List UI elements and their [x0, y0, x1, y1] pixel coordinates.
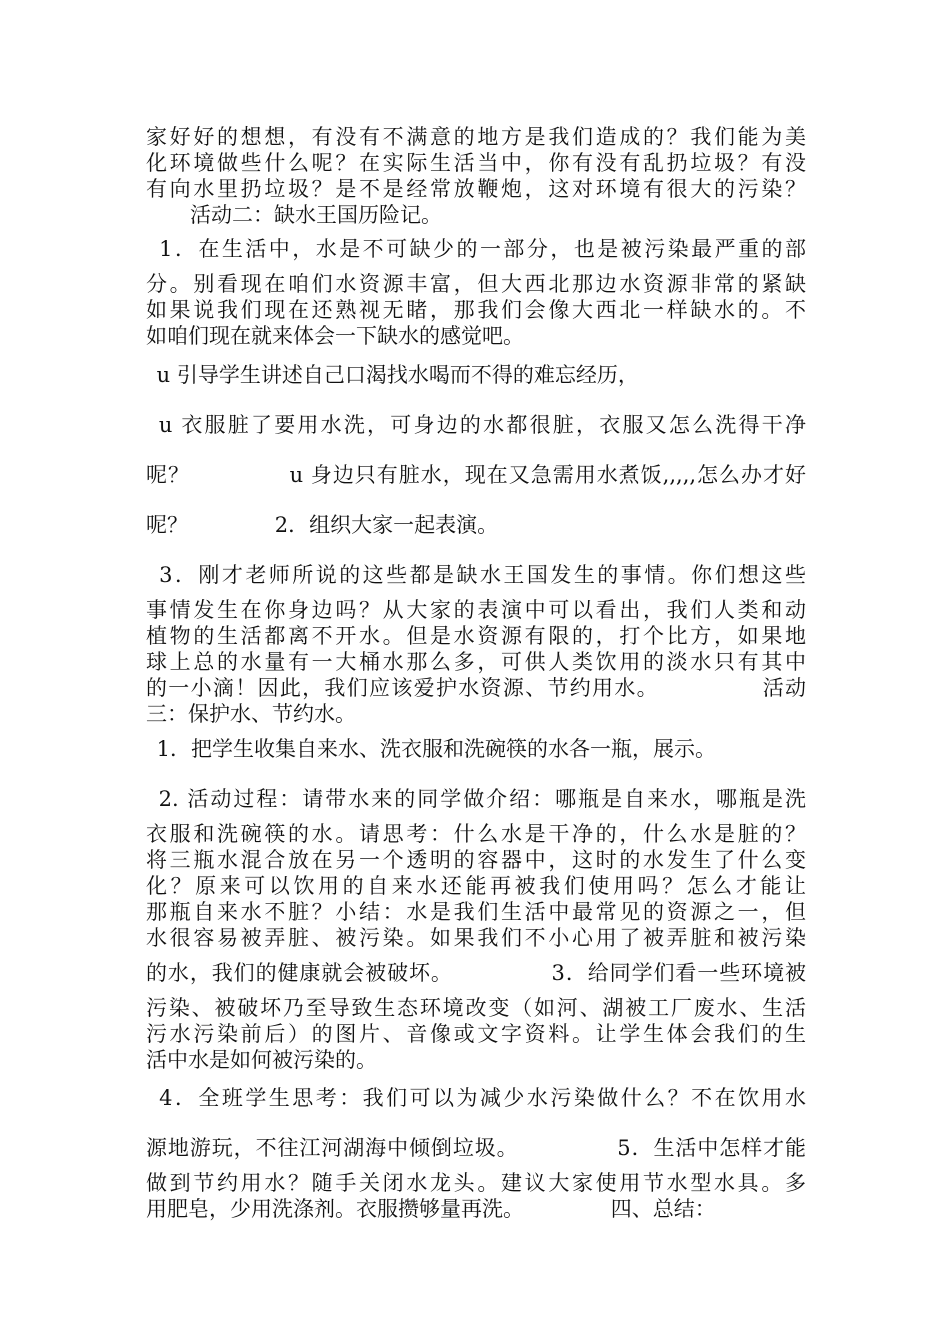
text-line: 衣服和洗碗筷的水。请思考：什么水是干净的，什么水是脏的？	[146, 822, 806, 846]
text-line: 植物的生活都离不开水。但是水资源有限的，打个比方，如果地	[146, 624, 806, 648]
text-line: 的一小滴！因此，我们应该爱护水资源、节约用水。 活动	[146, 676, 806, 700]
activity-heading: 三：保护水、节约水。	[146, 702, 356, 726]
text-line: 化？原来可以饮用的自来水还能再被我们使用吗？怎么才能让	[146, 874, 806, 898]
text-line: 事情发生在你身边吗？从大家的表演中可以看出，我们人类和动	[146, 598, 806, 622]
text-line: 用肥皂，少用洗涤剂。衣服攒够量再洗。 四、总结：	[146, 1197, 716, 1221]
text-line: 呢？ u 身边只有脏水，现在又急需用水煮饭,,,,,怎么办才好	[146, 463, 806, 487]
text-line: 家好好的想想，有没有不满意的地方是我们造成的？我们能为美	[146, 125, 806, 149]
text-line: 污水污染前后）的图片、音像或文字资料。让学生体会我们的生	[146, 1022, 806, 1046]
text-line: 1．在生活中，水是不可缺少的一部分，也是被污染最严重的部	[150, 237, 806, 261]
text-line: 污染、被破坏乃至导致生态环境改变（如河、湖被工厂废水、生活	[146, 996, 806, 1020]
activity-heading: 活动二：缺水王国历险记。	[190, 203, 442, 227]
text-line: 将三瓶水混合放在另一个透明的容器中，这时的水发生了什么变	[146, 848, 806, 872]
bullet-line: u 衣服脏了要用水洗，可身边的水都很脏，衣服又怎么洗得干净	[150, 413, 806, 437]
bullet-line: u 引导学生讲述自己口渴找水喝而不得的难忘经历，	[150, 363, 639, 387]
text-line: 水很容易被弄脏、被污染。如果我们不小心用了被弄脏和被污染	[146, 926, 806, 950]
text-line: 的水，我们的健康就会被破坏。 3．给同学们看一些环境被	[146, 961, 806, 985]
text-line: 4．全班学生思考：我们可以为减少水污染做什么？不在饮用水	[150, 1086, 806, 1110]
text-line: 1．把学生收集自来水、洗衣服和洗碗筷的水各一瓶，展示。	[150, 737, 717, 761]
text-line: 2. 活动过程：请带水来的同学做介绍：哪瓶是自来水，哪瓶是洗	[150, 787, 806, 811]
text-line: 活中水是如何被污染的。	[146, 1048, 377, 1072]
text-line: 有向水里扔垃圾？是不是经常放鞭炮，这对环境有很大的污染？	[146, 177, 806, 201]
text-line: 分。别看现在咱们水资源丰富，但大西北那边水资源非常的紧缺	[146, 272, 806, 296]
text-line: 做到节约用水？随手关闭水龙头。建议大家使用节水型水具。多	[146, 1171, 806, 1195]
text-line: 如咱们现在就来体会一下缺水的感觉吧。	[146, 324, 524, 348]
text-line: 如果说我们现在还熟视无睹，那我们会像大西北一样缺水的。不	[146, 298, 806, 322]
text-line: 源地游玩，不往江河湖海中倾倒垃圾。 5．生活中怎样才能	[146, 1136, 806, 1160]
text-line: 球上总的水量有一大桶水那么多，可供人类饮用的淡水只有其中	[146, 650, 806, 674]
text-line: 呢？ 2．组织大家一起表演。	[146, 513, 499, 537]
text-line: 化环境做些什么呢？在实际生活当中，你有没有乱扔垃圾？有没	[146, 151, 806, 175]
text-line: 那瓶自来水不脏？小结：水是我们生活中最常见的资源之一，但	[146, 900, 806, 924]
text-line: 3．刚才老师所说的这些都是缺水王国发生的事情。你们想这些	[150, 563, 806, 587]
